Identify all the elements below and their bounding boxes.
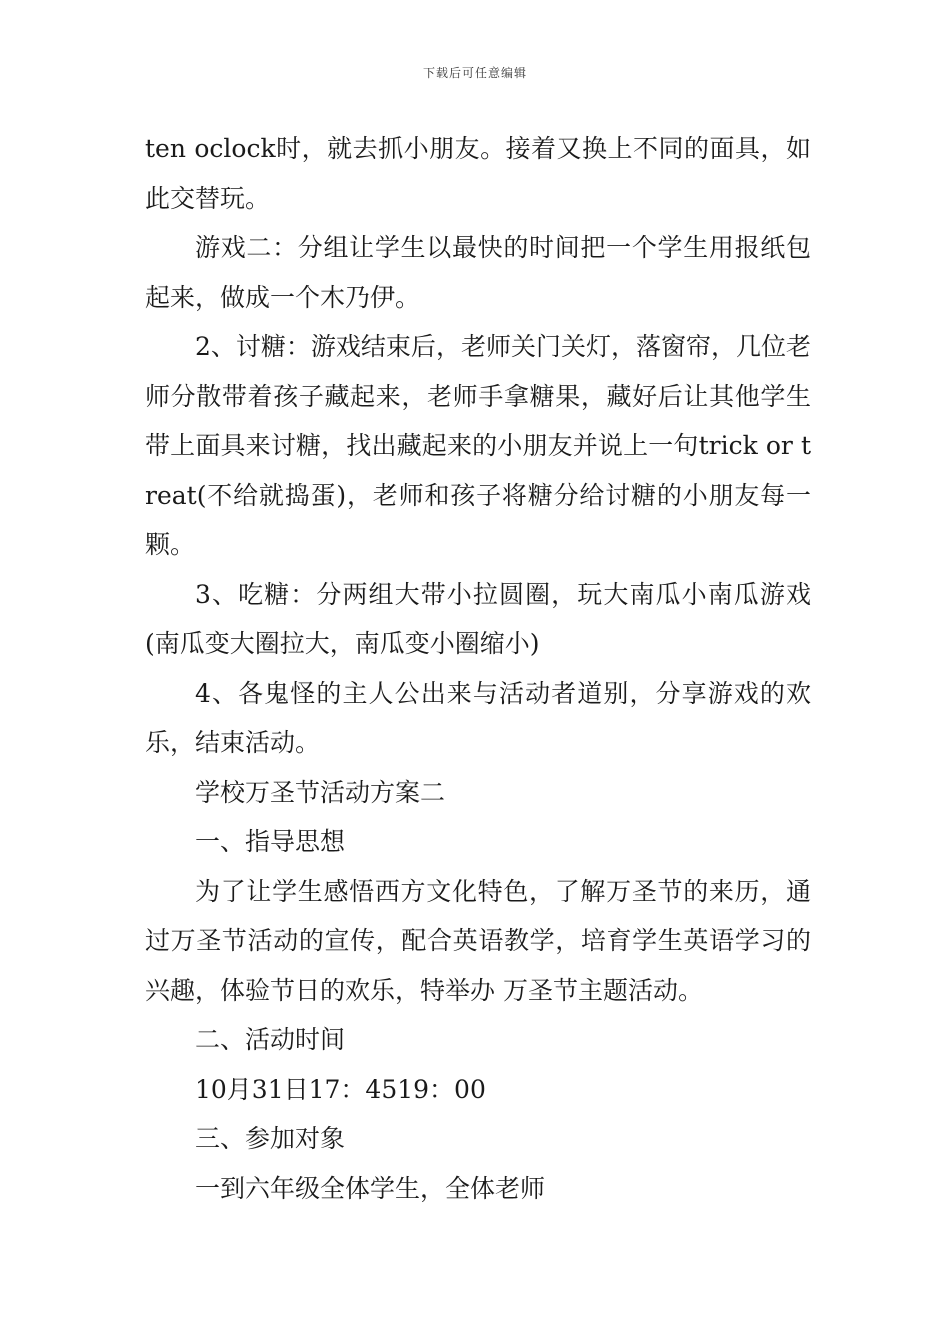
heading-participants: 三、参加对象 xyxy=(195,1124,346,1153)
paragraph-farewell: 4、各鬼怪的主人公出来与活动者道别，分享游戏的欢乐，结束活动。 xyxy=(145,678,811,757)
paragraph-continuation: ten oclock时，就去抓小朋友。接着又换上不同的面具，如此交替玩。 xyxy=(145,134,811,213)
participants-value: 一到六年级全体学生，全体老师 xyxy=(195,1173,546,1203)
activity-time-value: 10月31日17：4519：00 xyxy=(195,1074,486,1104)
section-title-plan-two: 学校万圣节活动方案二 xyxy=(195,777,446,807)
paragraph-game-two: 游戏二：分组让学生以最快的时间把一个学生用报纸包起来，做成一个木乃伊。 xyxy=(145,233,811,312)
paragraph-candy-asking: 2、讨糖：游戏结束后，老师关门关灯，落窗帘，几位老师分散带着孩子藏起来，老师手拿糖果，藏好后让其他学生带上面具来讨糖，找出藏起来的小朋友并说上一句trick or treat(不给就捣蛋)，老师和孩子将糖分给讨糖的小朋友每一颗。 xyxy=(145,332,811,559)
heading-activity-time: 二、活动时间 xyxy=(195,1025,346,1054)
heading-guiding-idea: 一、指导思想 xyxy=(195,827,346,856)
page-header-note: 下载后可任意编辑 xyxy=(422,66,527,80)
document-body xyxy=(145,124,811,1213)
paragraph-guiding-idea: 为了让学生感悟西方文化特色，了解万圣节的来历，通过万圣节活动的宣传，配合英语教学，培育学生英语学习的兴趣，体验节日的欢乐，特举办 万圣节主题活动。 xyxy=(145,876,811,1005)
paragraph-eating-candy: 3、吃糖：分两组大带小拉圆圈，玩大南瓜小南瓜游戏(南瓜变大圈拉大，南瓜变小圈缩小) xyxy=(145,579,811,658)
